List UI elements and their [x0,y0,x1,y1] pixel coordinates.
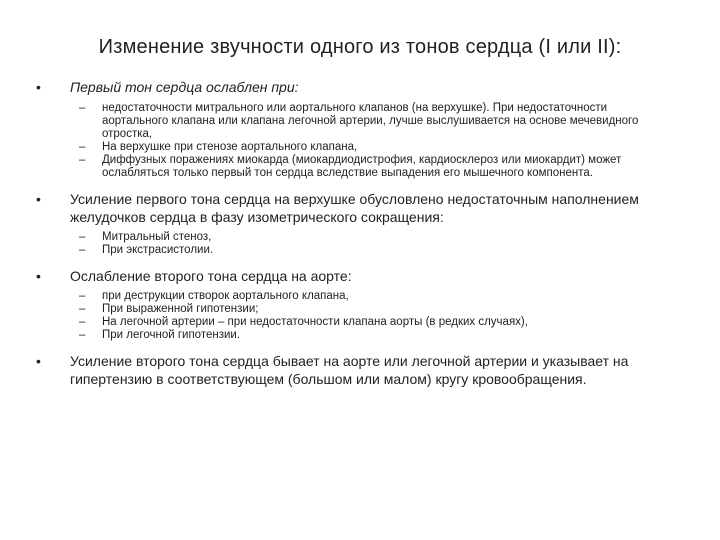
sub-item-text: При выраженной гипотензии; [102,303,259,315]
sub-item-text: При экстрасистолии. [102,244,214,256]
slide-title: Изменение звучности одного из тонов сердца (I или II): [98,36,622,58]
dash-marker: – [79,329,86,341]
sub-item-text: Диффузных поражениях миокарда (миокардиодистрофия, кардиосклероз или миокардит) может ослабляться только первый тон сердца вследствие выпадения его мышечного компонента. [102,154,622,179]
sub-list [36,290,676,342]
sub-list-item [36,290,676,303]
dash-marker: – [79,231,86,243]
bullet-marker: • [36,353,41,369]
bullet-heading: Усиление второго тона сердца бывает на аорте или легочной артерии и указывает на гипертензию в соответствующем (большом или малом) кругу кровообращения. [70,353,629,387]
dash-marker: – [79,290,86,302]
dash-marker: – [79,141,86,153]
sub-item-text: На верхушке при стенозе аортального клапана, [102,141,358,153]
sub-item-text: Митральный стеноз, [102,231,212,243]
sub-list-item [36,231,676,244]
bullet-item [36,267,676,285]
sub-item-text: при деструкции створок аортального клапана, [102,290,349,302]
bullet-heading: Первый тон сердца ослаблен при: [70,79,299,95]
sub-list-item [36,102,676,141]
bullet-heading: Ослабление второго тона сердца на аорте: [70,268,352,284]
sub-item-text: недостаточности митрального или аортального клапанов (на верхушке). При недостаточности аортального клапана или клапана легочной артерии, лучше выслушивается на основе мечевидного отростка, [102,102,639,140]
sub-list-item [36,316,676,329]
sub-list-item [36,141,676,154]
section-second-tone-weakened [36,267,676,342]
dash-marker: – [79,303,86,315]
sub-item-text: При легочной гипотензии. [102,329,241,341]
section-first-tone-weakened [36,78,676,180]
sub-list-item [36,303,676,316]
slide-content [36,78,676,388]
bullet-item [36,352,676,388]
sub-list-item [36,329,676,342]
section-second-tone-enhanced [36,352,676,388]
sub-list-item [36,244,676,257]
sub-list-item [36,154,676,180]
sub-item-text: На легочной артерии – при недостаточности клапана аорты (в редких случаях), [102,316,528,328]
dash-marker: – [79,154,86,166]
section-first-tone-enhanced [36,190,676,257]
dash-marker: – [79,316,86,328]
dash-marker: – [79,102,86,114]
dash-marker: – [79,244,86,256]
bullet-marker: • [36,268,41,284]
bullet-item [36,190,676,226]
bullet-heading: Усиление первого тона сердца на верхушке обусловлено недостаточным наполнением желудочков сердца в фазу изометрического сокращения: [70,191,639,225]
sub-list [36,231,676,257]
bullet-marker: • [36,79,41,95]
bullet-marker: • [36,191,41,207]
bullet-item [36,78,676,96]
sub-list [36,102,676,180]
